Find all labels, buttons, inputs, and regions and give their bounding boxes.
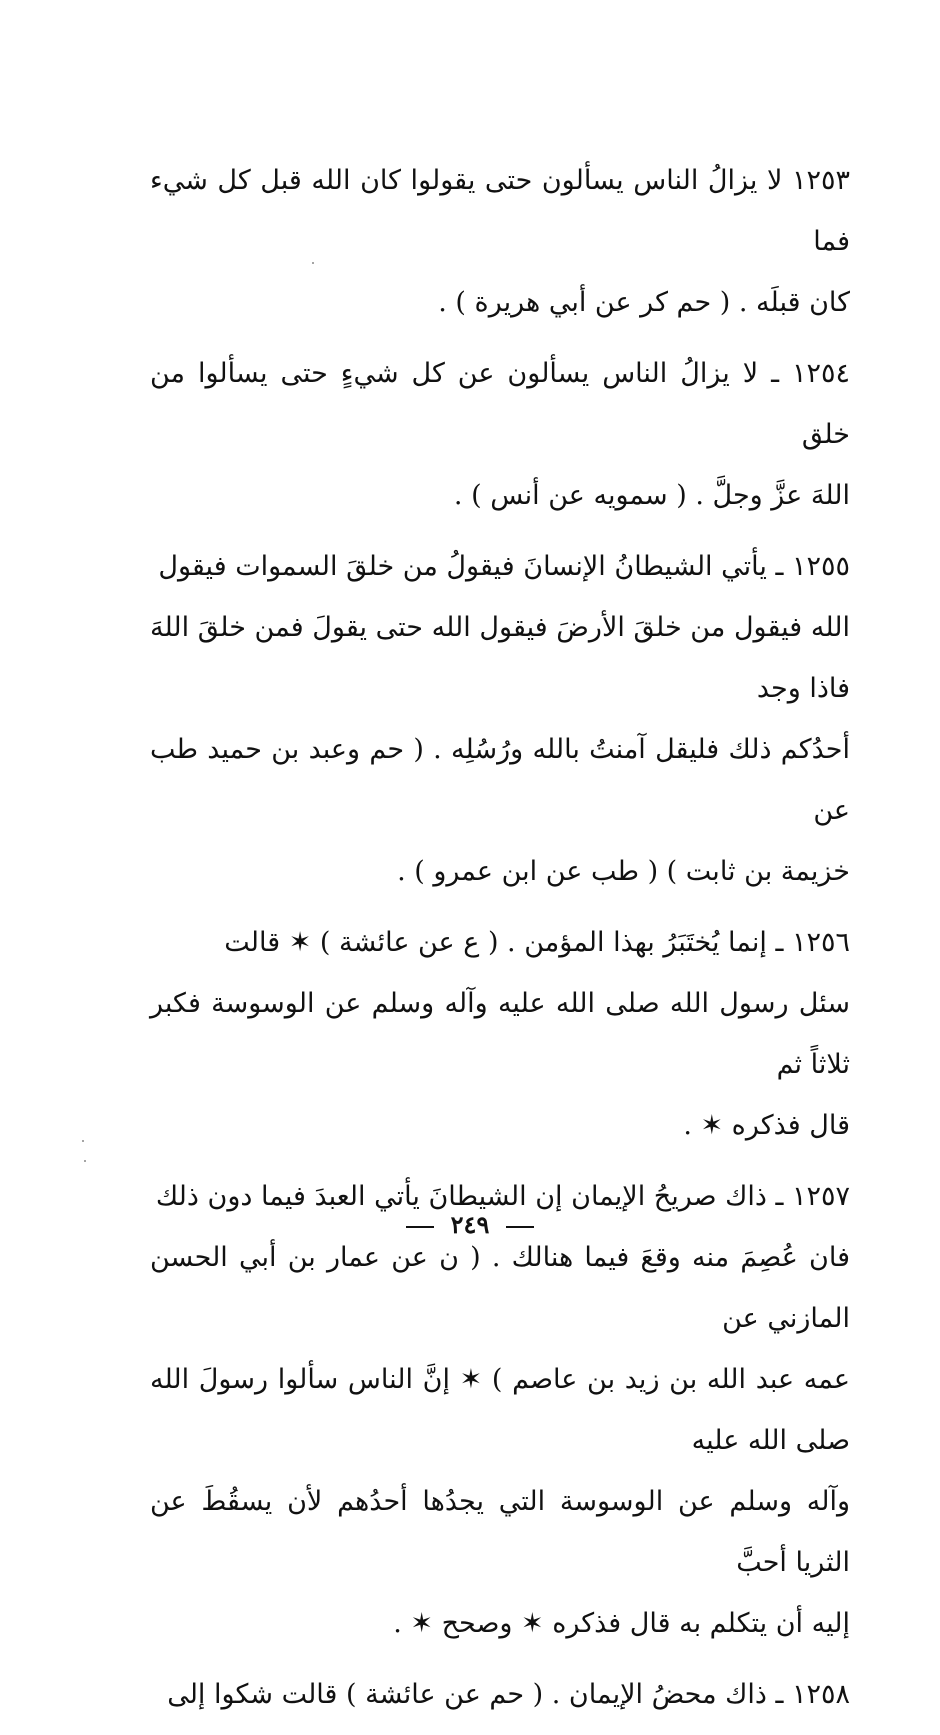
entry-line: ١٢٥٣ لا يزالُ الناس يسألون حتى يقولوا كان الله قبل كل شيء فما (150, 165, 850, 257)
footer-dash-right (406, 1226, 434, 1228)
hadith-text-block (150, 150, 850, 1735)
hadith-entry-1258 (150, 1664, 850, 1725)
entry-line: وآله وسلم عن الوسوسة التي يجدُها أحدُهم لأن يسقُطَ عن الثريا أحبَّ (150, 1486, 850, 1578)
hadith-entry-1255 (150, 536, 850, 902)
entry-line: الله فيقول من خلقَ الأرضَ فيقول الله حتى يقولَ فمن خلقَ اللهَ فاذا وجد (150, 612, 850, 704)
hadith-entry-1256 (150, 912, 850, 1156)
scan-speck (312, 262, 314, 264)
entry-line: كان قبلَه . ( حم كر عن أبي هريرة ) . (438, 287, 850, 318)
entry-line: ١٢٥٨ ـ ذاك محضُ الإيمان . ( حم عن عائشة ) قالت شكوا إلى (167, 1679, 850, 1710)
scan-speck (84, 1160, 86, 1162)
entry-line: اللهَ عزَّ وجلَّ . ( سمويه عن أنس ) . (453, 480, 850, 511)
scan-speck (82, 1140, 84, 1142)
hadith-entry-1257 (150, 1166, 850, 1654)
entry-line: أحدُكم ذلك فليقل آمنتُ بالله ورُسُلِه . ( حم وعبد بن حميد طب عن (150, 734, 850, 826)
entry-line: فان عُصِمَ منه وقعَ فيما هنالك . ( ن عن عمار بن أبي الحسن المازني عن (150, 1242, 850, 1334)
entry-line: سئل رسول الله صلى الله عليه وآله وسلم عن الوسوسة فكبر ثلاثاً ثم (150, 988, 850, 1080)
entry-line: ١٢٥٥ ـ يأتي الشيطانُ الإنسانَ فيقولُ من خلقَ السموات فيقول (158, 551, 850, 582)
page-number: ٢٤٩ (450, 1210, 490, 1239)
footer-dash-left (506, 1226, 534, 1228)
hadith-entry-1253 (150, 150, 850, 333)
entry-line: خزيمة بن ثابت ) ( طب عن ابن عمرو ) . (397, 856, 850, 887)
entry-line: عمه عبد الله بن زيد بن عاصم ) ✶ إنَّ الناس سألوا رسولَ الله صلى الله عليه (150, 1364, 850, 1456)
hadith-entry-1254 (150, 343, 850, 526)
page-number-footer (0, 1210, 940, 1239)
entry-line: ١٢٥٦ ـ إنما يُختَبَرُ بهذا المؤمن . ( ع عن عائشة ) ✶ قالت (224, 927, 850, 958)
entry-line: قال فذكره ✶ . (683, 1110, 850, 1141)
entry-line: إليه أن يتكلم به قال فذكره ✶ وصحح ✶ . (393, 1608, 850, 1639)
entry-line: ١٢٥٧ ـ ذاك صريحُ الإيمان إن الشيطانَ يأتي العبدَ فيما دون ذلك (155, 1181, 850, 1212)
entry-line: ١٢٥٤ ـ لا يزالُ الناس يسألون عن كل شيءٍ حتى يسألوا من خلق (150, 358, 850, 450)
